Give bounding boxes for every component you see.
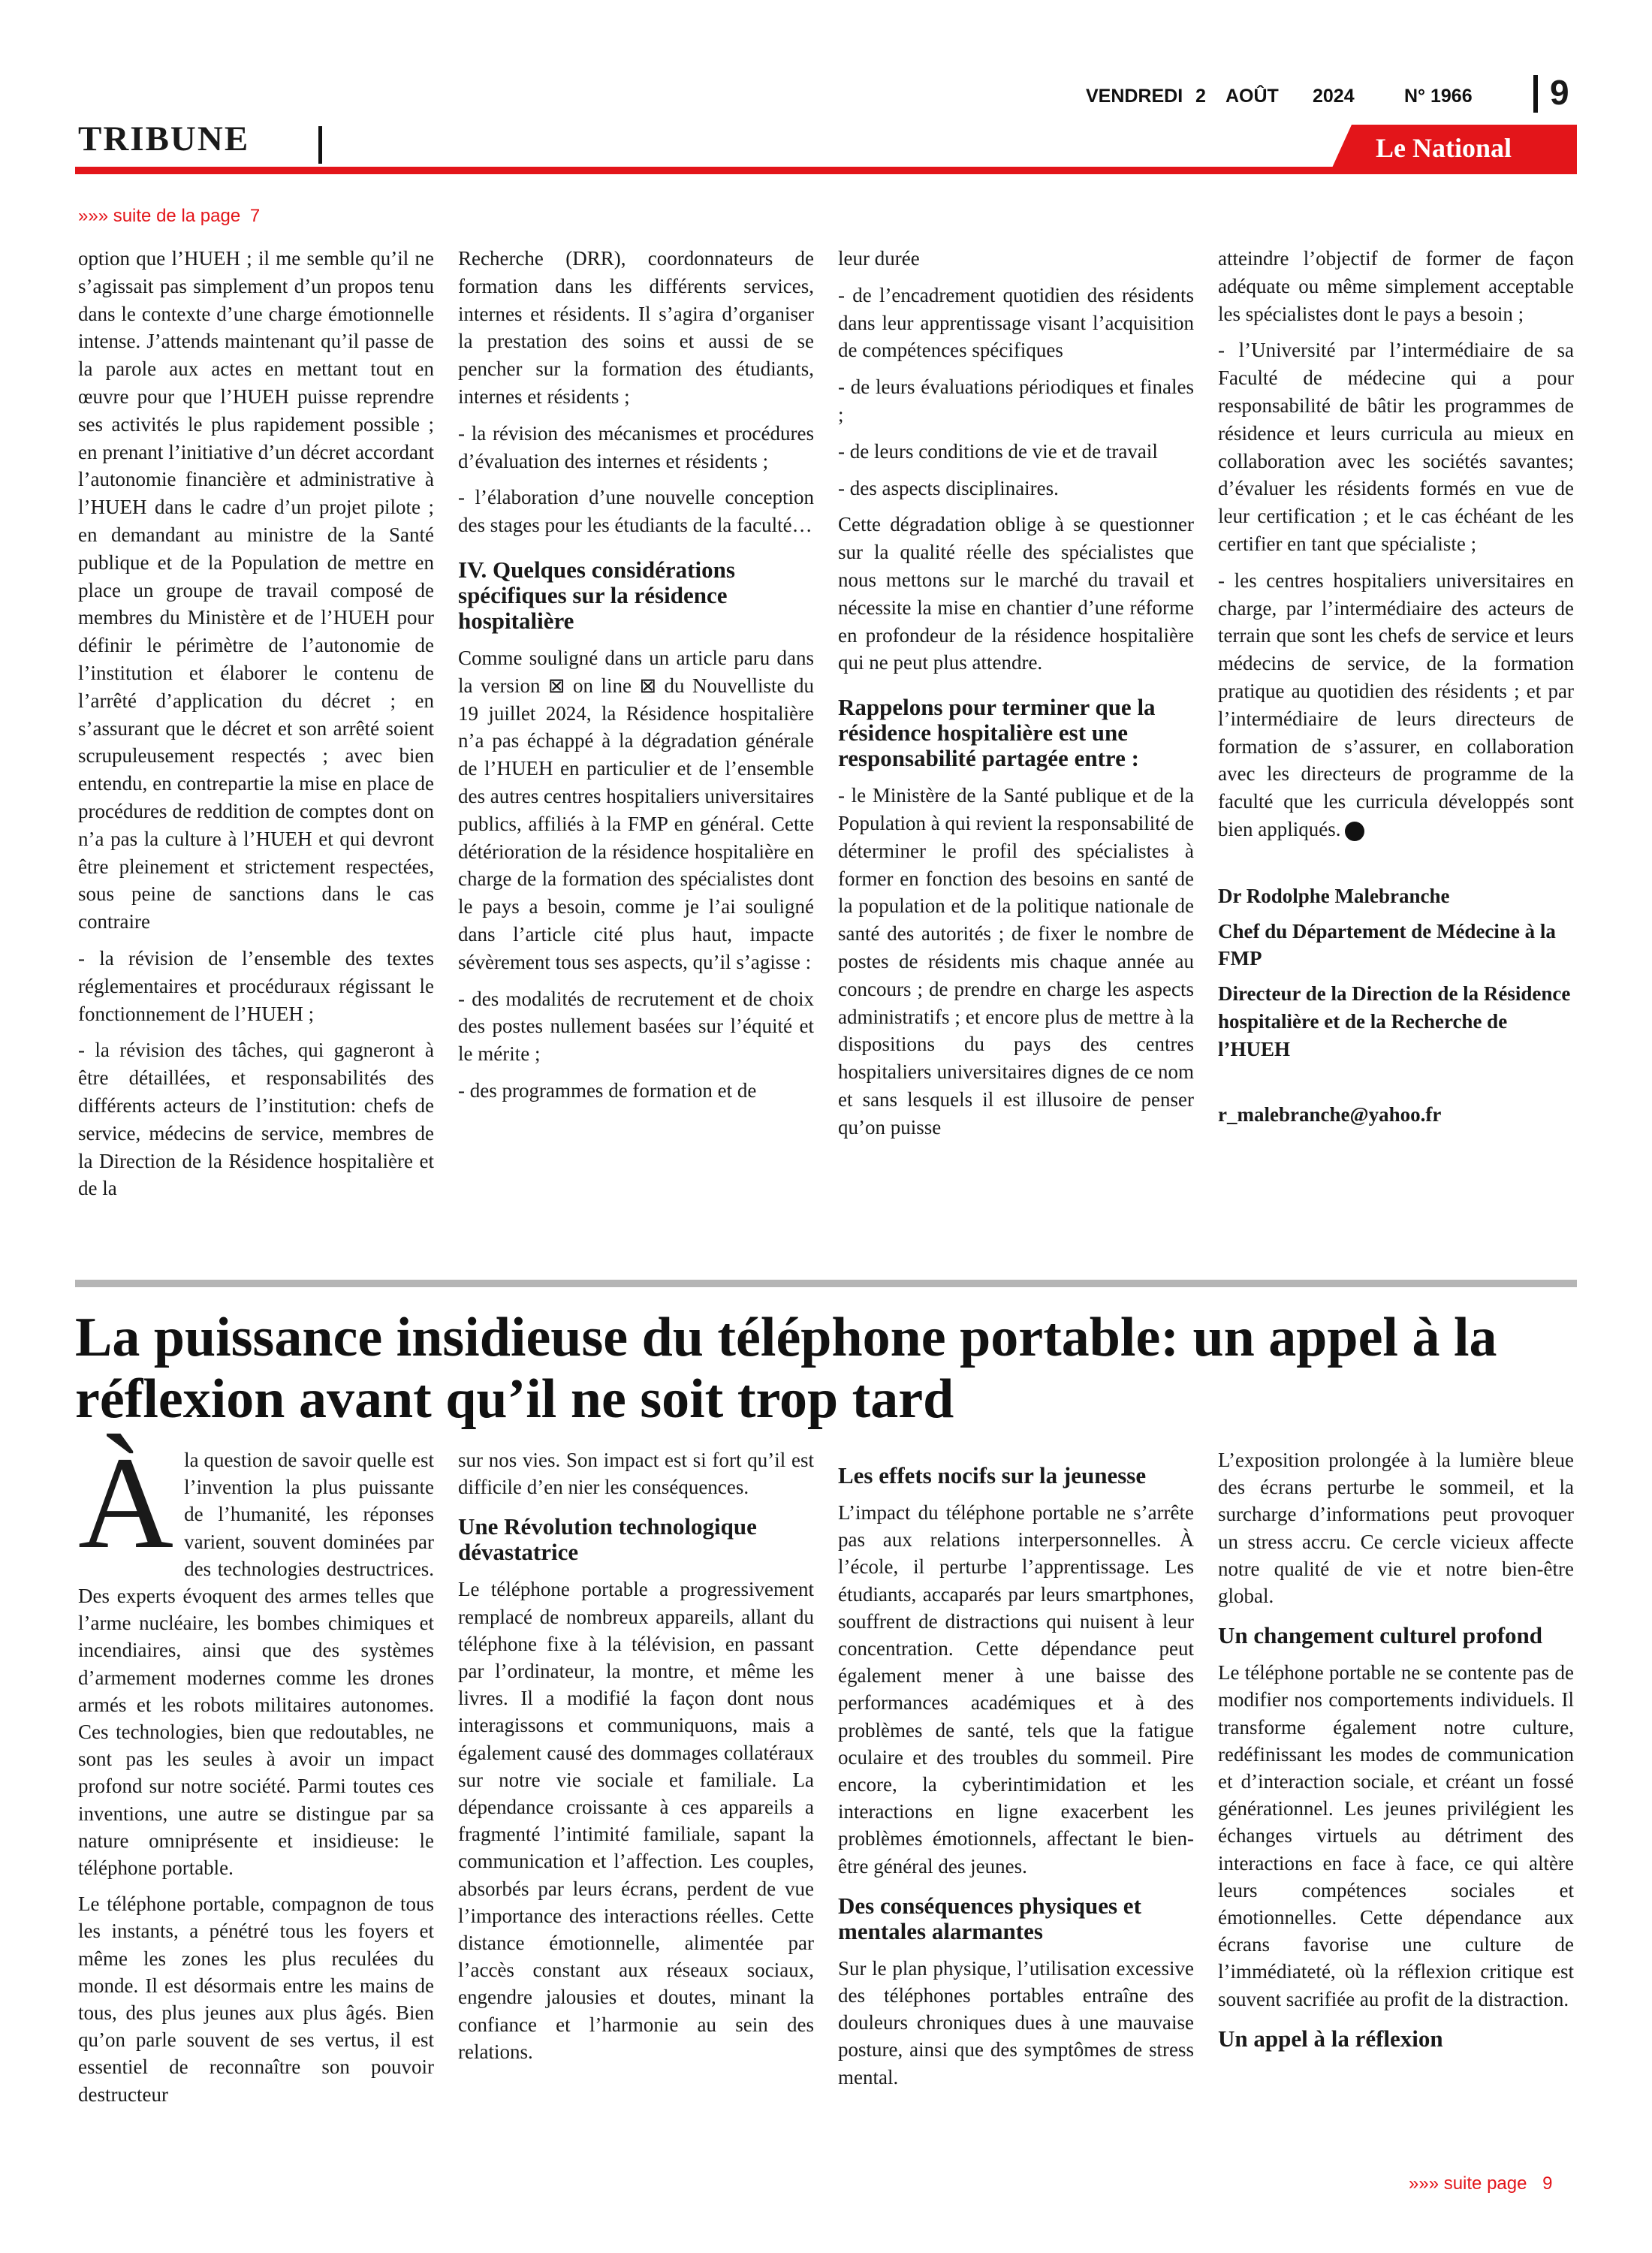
continued-to-page: 9 [1542, 2173, 1553, 2194]
top-col2-para-5: - des modalités de recrutement et de choix des postes nullement basées sur l’équité et le mérite ; [458, 987, 814, 1066]
top-col1-para-3: - la révision des tâches, qui gagneront à être détaillées, et responsabilités des différents acteurs de l’institution: chefs de service, médecins de service, membres de la Direction de la Résidence hospitalière et de la [78, 1039, 434, 1200]
top-col2-para-2: - la révision des mécanismes et procédures d’évaluation des internes et résidents ; [458, 421, 814, 472]
headline-line-2: réflexion avant qu’il ne soit trop tard [75, 1368, 954, 1430]
top-col3-para-4: - de leurs conditions de vie et de travail [838, 439, 1158, 463]
author-title-1: Chef du Département de Médecine à la FMP [1218, 919, 1556, 970]
author-email: r_malebranche@yahoo.fr [1218, 1102, 1442, 1126]
top-column-4 [1218, 245, 1574, 1136]
bottom-col2-heading: Une Révolution technologique dévastatrice [458, 1513, 757, 1566]
top-column-1 [78, 245, 434, 1211]
bottom-col3-para-1: L’impact du téléphone portable ne s’arrête pas aux relations interpersonnelles. À l’école, il perturbe l’apprentissage. Les étudiants, accaparés par leurs smartphones, souffrent de distractions qui nuisent à leur concentration. Cette dépendance peut également mener à une baisse des performances académiques et à des problèmes de santé, tels que la fatigue oculaire et des troubles du sommeil. Pire encore, la cyberintimidation et les interactions en ligne exacerbent les problèmes émotionnels, affectant le bien-être général des jeunes. [838, 1501, 1194, 1878]
top-col4-para-2: - l’Université par l’intermédiaire de sa Faculté de médecine qui a pour responsabilité de bâtir les programmes de résidence et leurs curricula au mieux en collaboration avec les sociétés savantes; d’évaluer les résidents formés en vue de leur certification ; et le cas échéant de les certifier en tant que spécialiste ; [1218, 339, 1574, 555]
issue-number: N° 1966 [1404, 86, 1473, 107]
top-col1-para-1: option que l’HUEH ; il me semble qu’il ne s’agissait pas simplement d’un propos tenu dans le contexte d’une charge émotionnelle intense. J’attends maintenant qu’il passe de la parole aux actes en mettant tout en œuvre pour que l’HUEH puisse reprendre ses activités le plus rapidement possible ; en prenant l’initiative d’un décret accordant l’autonomie financière et administrative à l’HUEH dans le cadre d’un projet pilote ; en demandant au ministre de la Santé publique et de la Population de mettre en place un groupe de travail composé de membres du Ministère et de l’HUEH pour définir le périmètre de l’autonomie de l’institution et élaborer le contenu de l’arrêté d’application du décret ; en s’assurant que le décret et son arrêté soient scrupuleusement respectés ; avec bien entendu, en contrepartie la mise en place de procédures de reddition de comptes dont on n’a pas la culture à l’HUEH et qui devront être pleinement et strictement respectées, sous peine de sanctions dans le cas contraire [78, 247, 434, 933]
top-col2-heading: IV. Quelques considérations spécifiques sur la résidence hospitalière [458, 556, 735, 634]
headline-line-1: La puissance insidieuse du téléphone portable: un appel à la [75, 1307, 1497, 1368]
top-col3-para-6: Cette dégradation oblige à se questionner sur la qualité réelle des spécialistes que nous mettons sur le marché du travail et nécessite la mise en chantier d’une réforme en profondeur de la résidence hospitalière qui ne peut plus attendre. [838, 513, 1194, 674]
page-number-divider [1533, 75, 1538, 113]
issue-month: AOÛT [1225, 86, 1279, 107]
page-number: 9 [1550, 73, 1569, 112]
circle-end-icon [1345, 822, 1364, 841]
top-col2-para-6: - des programmes de formation et de [458, 1078, 757, 1102]
section-title: TRIBUNE [78, 119, 250, 158]
section-divider [318, 126, 322, 164]
bottom-col3-heading-2: Des conséquences physiques et mentales alarmantes [838, 1892, 1141, 1944]
top-col2-para-1: Recherche (DRR), coordonnateurs de formation dans les différents services, internes et résidents. Il s’agira d’organiser la prestation des soins et aussi de se pencher sur la formation des étudiants, internes et résidents ; [458, 247, 814, 408]
continued-to-label: »»» suite page [1409, 2173, 1527, 2194]
top-column-3 [838, 245, 1194, 1151]
bottom-column-4 [1218, 1446, 1574, 2062]
top-col4-para-3-text: - les centres hospitaliers universitaires en charge, par l’intermédiaire des acteurs de terrain que sont les chefs de service et leurs médecins de service, de la formation pratique au quotidien des résidents ; et par l’intermédiaire de leurs directeurs de formation de s’assurer, en collaboration avec les directeurs de programme de la faculté que les curricula développés sont bien appliqués. [1218, 569, 1574, 840]
article-separator [75, 1280, 1577, 1287]
bottom-col3-para-2: Sur le plan physique, l’utilisation excessive des téléphones portables entraîne des douleurs chroniques dues à une mauvaise posture, ainsi que des symptômes de stress mental. [838, 1956, 1194, 2089]
bottom-col4-heading-1: Un changement culturel profond [1218, 1622, 1543, 1649]
top-col4-para-1: atteindre l’objectif de former de façon adéquate ou même simplement acceptable les spécialistes dont le pays a besoin ; [1218, 247, 1574, 325]
bottom-col2-para-2: Le téléphone portable a progressivement remplacé de nombreux appareils, allant du téléphone fixe à la télévision, en passant par l’ordinateur, la montre, et même les livres. Il a modifié la façon dont nous interagissons et communiquons, mais a également causé des dommages collatéraux sur notre vie sociale et familiale. La dépendance croissante à ces appareils a fragmenté l’intimité familiale, sapant la communication et l’affection. Les couples, absorbés par leurs écrans, perdent de vue l’importance des interactions réelles. Cette distance émotionnelle, alimentée par l’accès constant aux réseaux sociaux, engendre jalousies et doutes, minant la confiance et l’harmonie au sein des relations. [458, 1578, 814, 2063]
author-name: Dr Rodolphe Malebranche [1218, 884, 1450, 907]
drop-cap: À [78, 1430, 174, 1576]
top-col2-para-4: Comme souligné dans un article paru dans la version ⊠ on line ⊠ du Nouvelliste du 19 juillet 2024, la Résidence hospitalière n’a pas échappé à la dégradation générale de l’HUEH en particulier et de l’ensemble des autres centres hospitaliers universitaires publics, affiliés à la FMP en général. Cette détérioration de la résidence hospitalière en charge de la formation des spécialistes dont le pays a besoin, comme je l’ai souligné dans l’article cité plus haut, impacte sévèrement tous ses aspects, qu’il s’agisse : [458, 646, 814, 973]
bottom-col4-para-2: Le téléphone portable ne se contente pas de modifier nos comportements individuels. Il transforme également notre culture, redéfinissant les modes de communication et d’interaction sociale, et créant un fossé générationnel. Les jeunes privilégient les échanges virtuels au détriment des interactions en face à face, ce qui altère leurs compétences sociales et émotionnelles. Cette dépendance aux écrans favorise une culture de l’immédiateté, où la réflexion critique est souvent sacrifiée au profit de la distraction. [1218, 1661, 1574, 2010]
bottom-col2-para-1: sur nos vies. Son impact est si fort qu’il est difficile d’en nier les conséquences. [458, 1449, 814, 1499]
top-col3-para-3: - de leurs évaluations périodiques et finales ; [838, 376, 1194, 426]
issue-year: 2024 [1313, 86, 1355, 107]
issue-day: VENDREDI [1086, 86, 1183, 107]
top-col1-para-2: - la révision de l’ensemble des textes réglementaires et procéduraux régissant le fonctionnement de l’HUEH ; [78, 946, 434, 1025]
bottom-column-1 [78, 1430, 434, 2117]
bottom-col3-heading-1: Les effets nocifs sur la jeunesse [838, 1462, 1147, 1488]
bottom-col1-para-1 [78, 1430, 434, 1881]
bottom-col4-para-1: L’exposition prolongée à la lumière bleue des écrans perturbe le sommeil, et la surcharge d’informations peut provoquer un stress accru. Ce cercle vicieux affecte notre qualité de vie et notre bien-être global. [1218, 1449, 1574, 1608]
top-col3-heading: Rappelons pour terminer que la résidence hospitalière est une responsabilité partagée entre : [838, 694, 1156, 772]
continued-to [1409, 2173, 1553, 2194]
bottom-column-2 [458, 1446, 814, 2074]
top-col3-para-2: - de l’encadrement quotidien des résidents dans leur apprentissage visant l’acquisition de compétences spécifiques [838, 283, 1194, 362]
bottom-col1-para-2: Le téléphone portable, compagnon de tous les instants, a pénétré tous les foyers et même les zones les plus reculées du monde. Il est désormais entre les mains de tous, des plus jeunes aux plus âgés. Bien qu’on parle souvent de ses vertus, il est essentiel de reconnaître son pouvoir destructeur [78, 1893, 434, 2106]
top-col3-para-1: leur durée [838, 247, 920, 270]
top-col3-para-7: - le Ministère de la Santé publique et de la Population à qui revient la responsabilité de déterminer le profil des spécialistes à former en fonction des besoins en santé de la population et de la politique nationale de santé des autorités ; de fixer le nombre de postes de résidents mis chaque année au concours ; de prendre en charge les aspects administratifs ; et encore plus de mettre à la dispositions du pays des centres hospitaliers universitaires dignes de ce nom et sans lesquels il est illusoire de penser qu’on puisse [838, 784, 1194, 1139]
continued-from-label: »»» suite de la page [78, 206, 241, 226]
issue-date-number: 2 [1195, 86, 1206, 107]
top-column-2 [458, 245, 814, 1114]
continued-from [78, 206, 260, 227]
top-col3-para-5: - des aspects disciplinaires. [838, 476, 1059, 499]
header-rule [75, 167, 1352, 174]
bottom-col4-heading-2: Un appel à la réflexion [1218, 2025, 1443, 2052]
top-col2-para-3: - l’élaboration d’une nouvelle conception des stages pour les étudiants de la faculté… [458, 486, 814, 537]
continued-from-page: 7 [249, 206, 261, 226]
bottom-col1-para-1-text: la question de savoir quelle est l’invention la plus puissante de l’humanité, les réponses varient, souvent dominées par des technologies destructrices. Des experts évoquent des armes telles que l’arme nucléaire, les bombes chimiques et incendiaires, ainsi que des systèmes d’armement modernes comme les drones armés et les robots militaires autonomes. Ces technologies, bien que redoutables, ne sont pas les seules à avoir un impact profond sur notre société. Parmi toutes ces inventions, une autre se distingue par sa nature omniprésente et insidieuse: le téléphone portable. [78, 1449, 434, 1880]
author-title-2: Directeur de la Direction de la Résidence hospitalière et de la Recherche de l’HUEH [1218, 982, 1571, 1060]
top-col4-para-3 [1218, 567, 1574, 843]
bottom-column-3 [838, 1449, 1194, 2100]
headline [75, 1307, 1584, 1430]
brand-name: Le National [1376, 133, 1512, 163]
